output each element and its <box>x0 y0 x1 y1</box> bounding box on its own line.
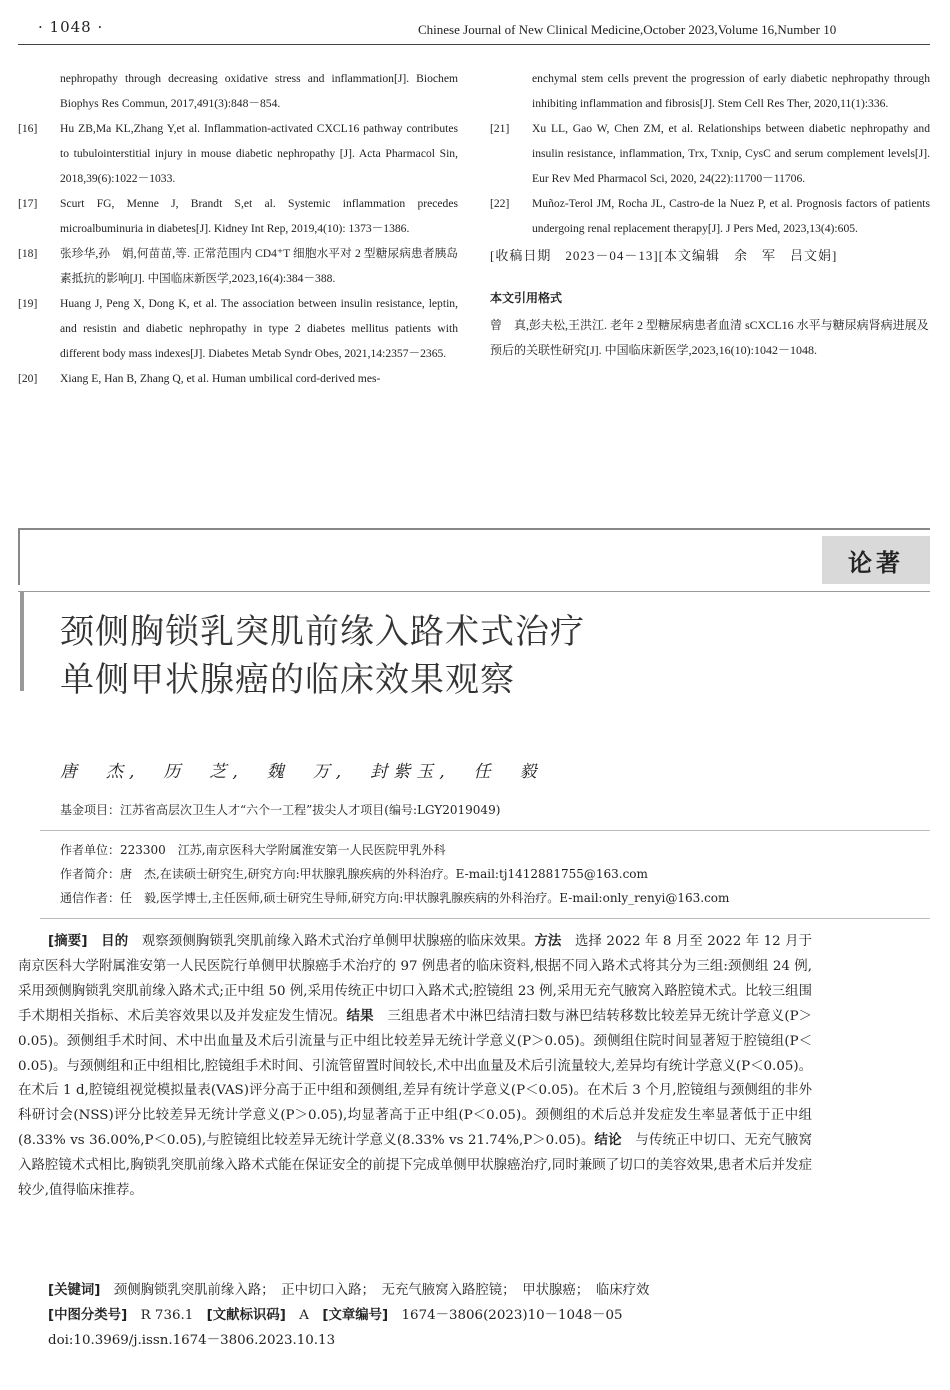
reference-text: Huang J, Peng X, Dong K, et al. The association between insulin resistance, leptin, and resistin and diabetic nephropathy in type 2 diabetes mellitus patients with different body mass indexes[J]. Diabetes Metab Syndr Obes, 2021,14:2357－2365. <box>60 297 458 360</box>
reference-item <box>18 191 458 241</box>
title-line-2: 单侧甲状腺癌的临床效果观察 <box>60 660 515 700</box>
reference-number: [20] <box>18 372 38 385</box>
article-title <box>60 608 585 704</box>
doc-code-label: [文献标识码] <box>206 1308 286 1323</box>
reference-number: [16] <box>18 122 38 135</box>
methods-label: 方法 <box>534 934 562 949</box>
received-date-editors: [收稿日期 2023－04－13][本文编辑 余 军 吕文娟] <box>490 248 838 263</box>
clc-label: [中图分类号] <box>48 1308 128 1323</box>
title-side-bar <box>20 591 24 691</box>
objective-text: 观察颈侧胸锁乳突肌前缘入路术式治疗单侧甲状腺癌的临床效果。 <box>141 934 535 949</box>
author-intro: 作者简介：唐 杰,在读硕士研究生,研究方向:甲状腺乳腺疾病的外科治疗。E-mail:tj1412881755@163.com <box>60 867 648 881</box>
meta-divider <box>40 830 930 831</box>
reference-item <box>490 116 930 191</box>
reference-number: [18] <box>18 247 38 260</box>
reference-text: Scurt FG, Menne J, Brandt S,et al. Systemic inflammation precedes microalbuminuria in diabetes[J]. Kidney Int Rep, 2019,4(10): 1373－1386. <box>60 197 458 235</box>
keywords-label: [关键词] <box>48 1283 101 1298</box>
meta-divider <box>40 918 930 919</box>
reference-text: Muñoz-Terol JM, Rocha JL, Castro-de la Nuez P, et al. Prognosis factors of patients undergoing renal replacement therapy[J]. J Pers Med, 2023,13(4):605. <box>532 197 930 235</box>
header-rule <box>18 44 930 45</box>
results-label: 结果 <box>346 1008 374 1024</box>
affiliation: 作者单位：223300 江苏,南京医科大学附属淮安第一人民医院甲乳外科 <box>60 843 446 857</box>
methods-text: 选择 2022 年 8 月至 2022 年 12 月于南京医科大学附属淮安第一人民医院行单侧甲状腺癌手术治疗的 97 例患者的临床资料,根据不同入路术式将其分为三组:颈侧组 24 例,采用颈侧胸锁乳突肌前缘入路术式;正中组 50 例,采用传统正中切口入路术式;腔镜组 23 例,采用无充气腋窝入路腔镜术式。比较三组围手术期相关指标、术后美容效果以及并发症发生情况。 <box>18 934 813 1024</box>
correspondence: 通信作者：任 毅,医学博士,主任医师,硕士研究生导师,研究方向:甲状腺乳腺疾病的外科治疗。E-mail:only_renyi@163.com <box>60 891 730 905</box>
reference-text: Xiang E, Han B, Zhang Q, et al. Human umbilical cord-derived mes- <box>60 372 381 385</box>
results-text: 三组患者术中淋巴结清扫数与淋巴结转移数比较差异无统计学意义(P＞0.05)。颈侧组手术时间、术中出血量及术后引流量与正中组比较差异无统计学意义(P＞0.05)。颈侧组住院时间显著短于腔镜组(P＜0.05)。与颈侧组和正中组相比,腔镜组手术时间、引流管留置时间较长,术中出血量及术后引流量较大,差异均有统计学意义(P＜0.05)。在术后 1 d,腔镜组视觉模拟量表(VAS)评分高于正中组和颈侧组,差异有统计学意义(P＜0.05)。在术后 3 个月,腔镜组与颈侧组的非外科研讨会(NSS)评分比较差异无统计学意义(P＞0.05),均显著高于正中组(P＜0.05)。颈侧组的术后总并发症发生率显著低于正中组(8.33% vs 36.00%,P＜0.05),与腔镜组比较差异无统计学意义(8.33% vs 21.74%,P＞0.05)。 <box>18 1008 813 1149</box>
references-left-column <box>18 66 458 391</box>
reference-number: [22] <box>490 197 510 210</box>
reference-item <box>18 366 458 391</box>
citation-text: 曾 真,彭夫松,王洪江. 老年 2 型糖尿病患者血清 sCXCL16 水平与糖尿病肾病进展及预后的关联性研究[J]. 中国临床新医学,2023,16(10):1042－1048. <box>490 318 929 357</box>
section-badge: 论著 <box>822 536 930 584</box>
clc-value: R 736.1 <box>140 1308 194 1323</box>
abstract <box>18 930 812 1204</box>
keywords-text: 颈侧胸锁乳突肌前缘入路； 正中切口入路； 无充气腋窝入路腔镜； 甲状腺癌； 临床疗效 <box>113 1283 650 1298</box>
doc-code-value: A <box>299 1308 309 1323</box>
journal-running-head: Chinese Journal of New Clinical Medicine,October 2023,Volume 16,Number 10 <box>418 22 837 37</box>
conclusion-text: 与传统正中切口、无充气腋窝入路腔镜术式相比,胸锁乳突肌前缘入路术式能在保证安全的前提下完成单侧甲状腺癌治疗,同时兼顾了切口的美容效果,患者术后并发症较少,值得临床推荐。 <box>18 1133 813 1199</box>
section-rule-bottom <box>18 591 930 592</box>
reference-continuation: enchymal stem cells prevent the progression of early diabetic nephropathy through inhibiting inflammation and fibrosis[J]. Stem Cell Res Ther, 2020,11(1):336. <box>532 72 930 110</box>
keywords-line <box>48 1278 818 1303</box>
title-line-1: 颈侧胸锁乳突肌前缘入路术式治疗 <box>60 612 585 652</box>
section-rule-left <box>18 529 20 585</box>
classification-line <box>48 1303 818 1328</box>
keywords-block <box>48 1278 818 1353</box>
reference-item <box>18 241 458 291</box>
reference-item <box>490 191 930 241</box>
funding: 基金项目：江苏省高层次卫生人才“六个一工程”拔尖人才项目(编号:LGY2019049) <box>60 803 501 817</box>
reference-number: [21] <box>490 122 510 135</box>
conclusion-label: 结论 <box>594 1133 622 1149</box>
reference-item <box>18 291 458 366</box>
reference-text: Hu ZB,Ma KL,Zhang Y,et al. Inflammation-activated CXCL16 pathway contributes to tubulointerstitial injury in mouse diabetic nephropathy [J]. Acta Pharmacol Sin, 2018,39(6):1022－1033. <box>60 122 458 185</box>
author-list: 唐 杰, 历 芝, 魏 万, 封紫玉, 任 毅 <box>60 762 543 782</box>
reference-number: [17] <box>18 197 38 210</box>
article-number-label: [文章编号] <box>322 1308 389 1323</box>
references-right-column <box>490 66 930 363</box>
doi: doi:10.3969/j.issn.1674－3806.2023.10.13 <box>48 1333 336 1348</box>
reference-continuation: nephropathy through decreasing oxidative stress and inflammation[J]. Biochem Biophys Res Commun, 2017,491(3):848－854. <box>60 72 458 110</box>
page-number: · 1048 · <box>38 18 104 36</box>
article-number-value: 1674－3806(2023)10－1048－05 <box>401 1308 623 1323</box>
citation-heading: 本文引用格式 <box>490 291 563 305</box>
reference-item <box>18 116 458 191</box>
reference-number: [19] <box>18 297 38 310</box>
section-rule-top <box>18 528 930 530</box>
abstract-label: [摘要] <box>48 934 88 949</box>
reference-text: Xu LL, Gao W, Chen ZM, et al. Relationships between diabetic nephropathy and insulin resistance, inflammation, Trx, Txnip, CysC and serum complement levels[J]. Eur Rev Med Pharmacol Sci, 2020, 24(22):11700－11706. <box>532 122 930 185</box>
reference-text: 张珍华,孙 娟,何苗苗,等. 正常范围内 CD4⁺T 细胞水平对 2 型糖尿病患者胰岛素抵抗的影响[J]. 中国临床新医学,2023,16(4):384－388. <box>60 247 458 285</box>
objective-label: 目的 <box>101 934 129 949</box>
